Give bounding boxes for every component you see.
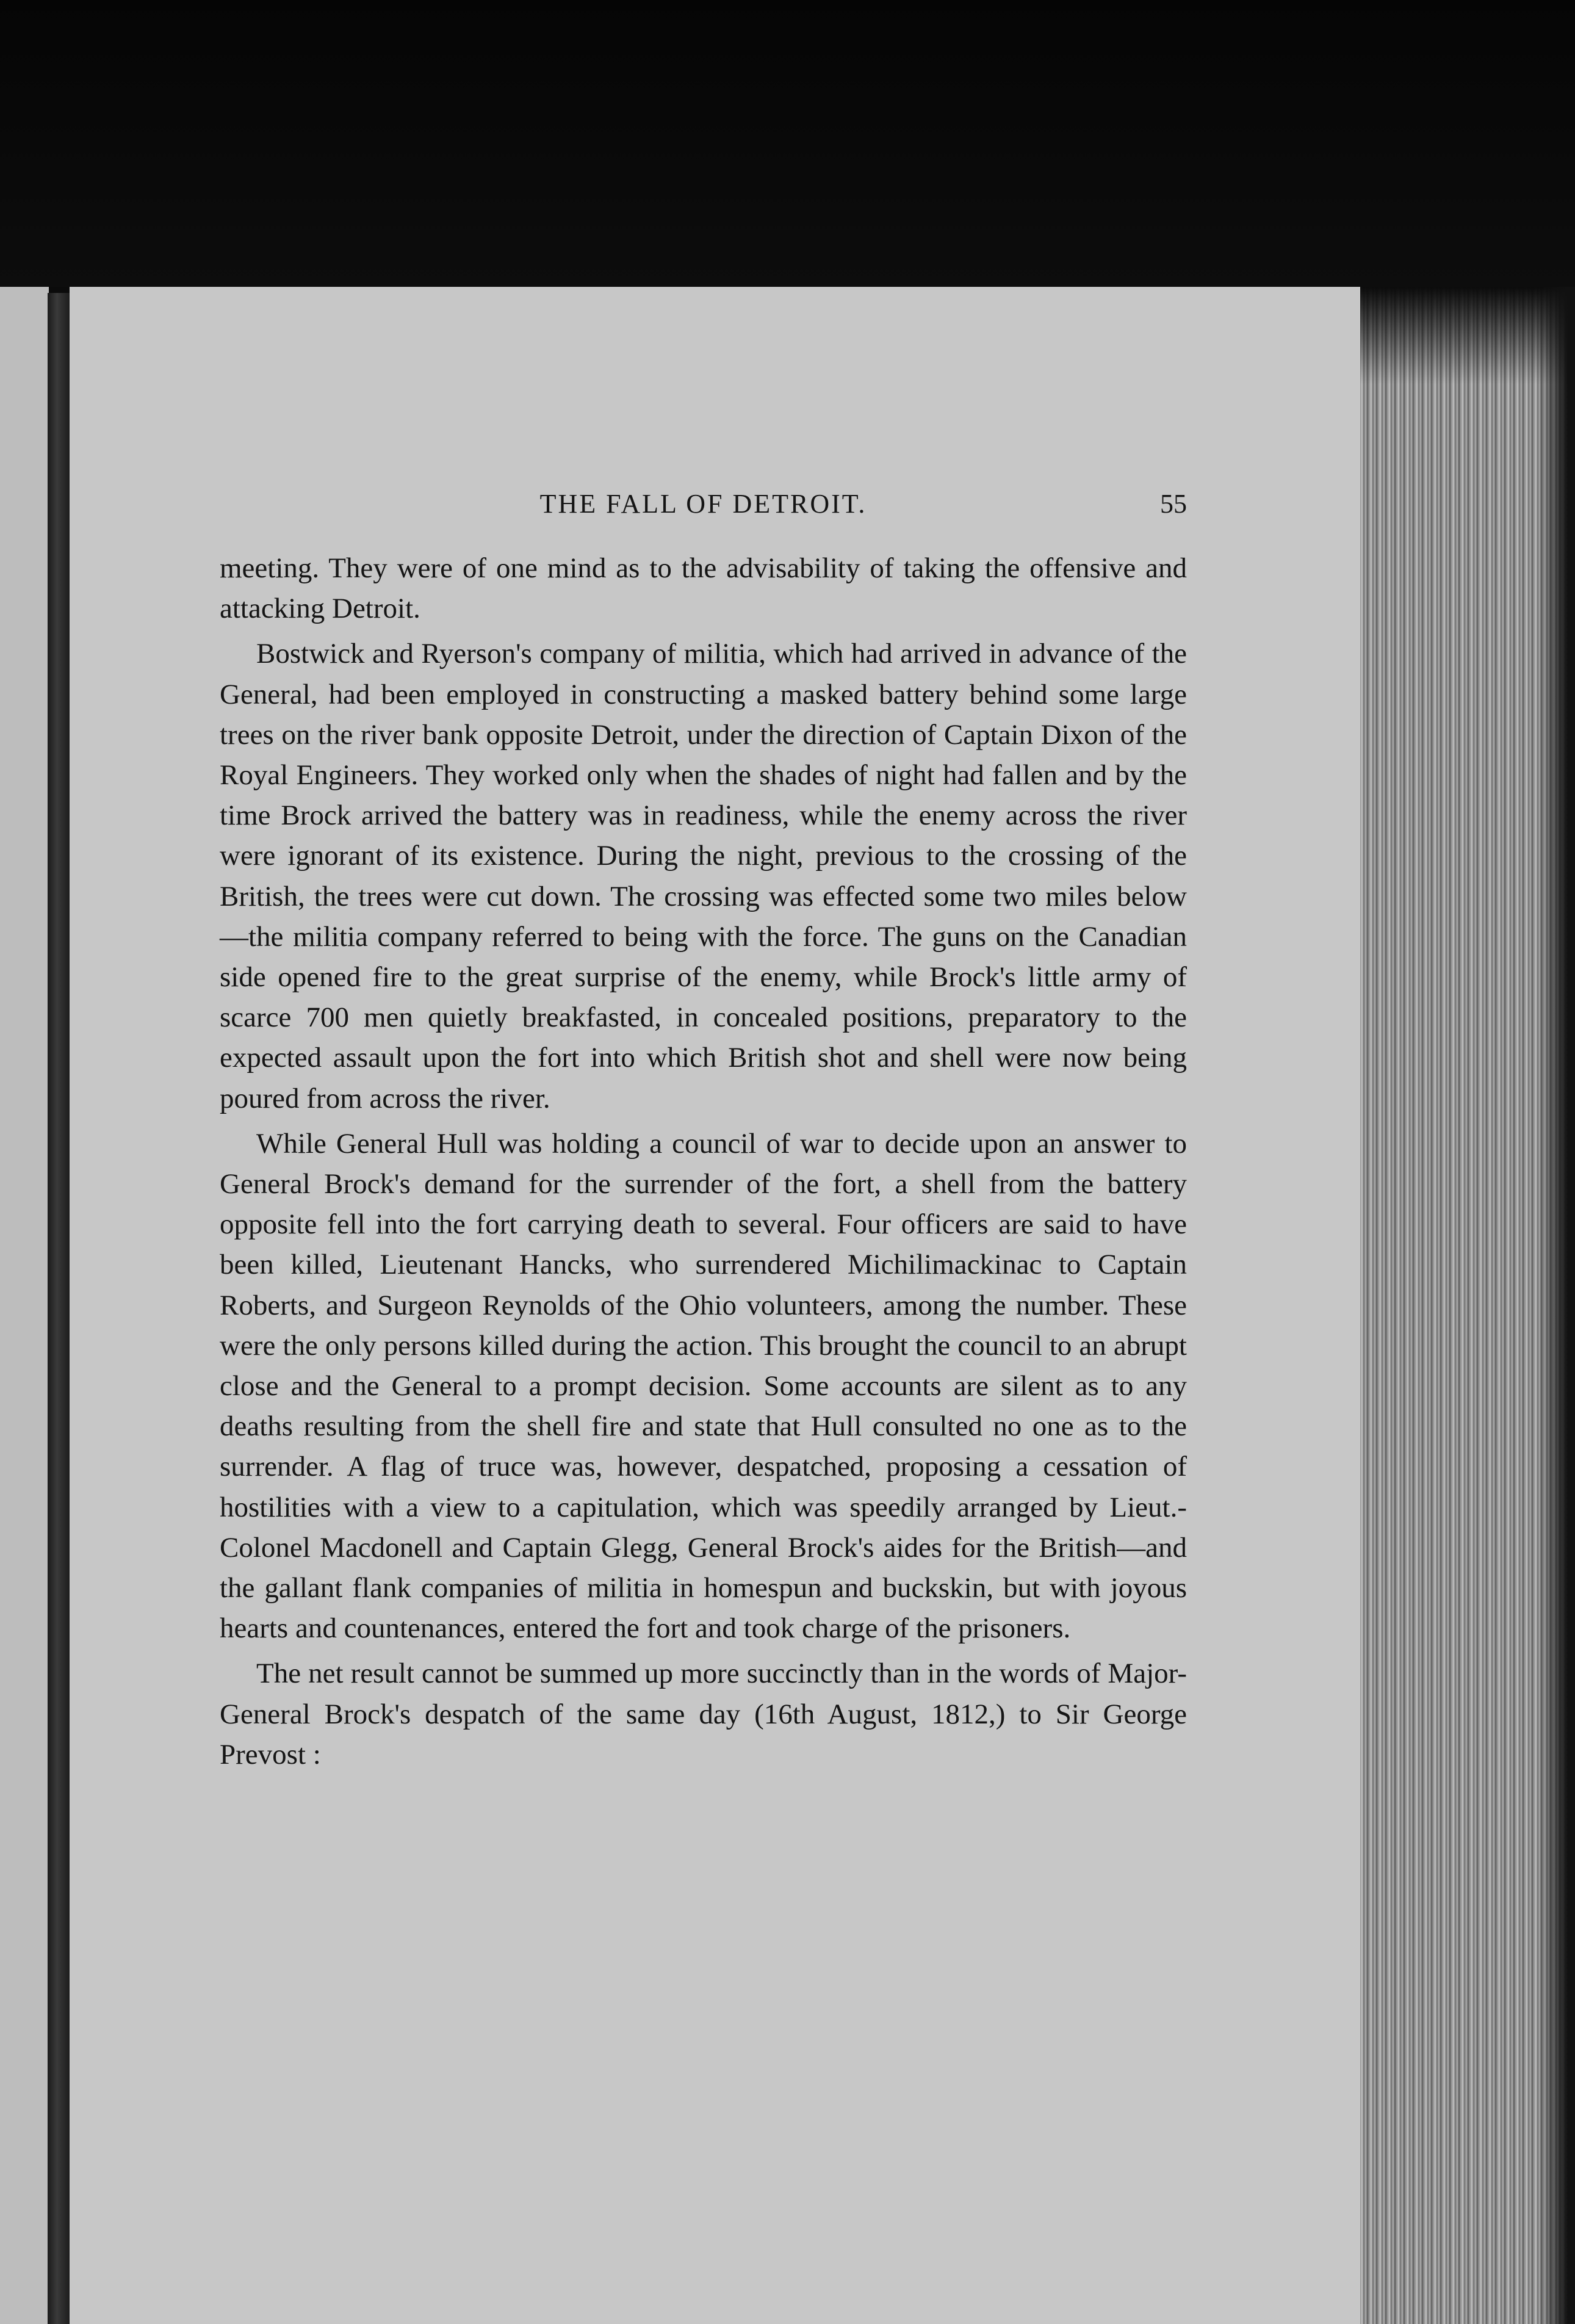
book-gutter [48,293,71,2324]
previous-page-edge [0,287,49,2324]
page-edges-shadow [1538,287,1575,2324]
running-title: THE FALL OF DETROIT. [539,489,867,519]
page-number: 55 [1160,489,1187,519]
paragraph-militia-battery: Bostwick and Ryerson's company of militia, which had arrived in advance of the General, had been employed in constructing a masked battery behind some large trees on the river bank opposite Detroit, under the direction of Captain Dixon of the Royal Engineers. They worked only when the shades of night had fallen and by the time Brock arrived the battery was in readiness, while the enemy across the river were ignorant of its existence. During the night, previous to the crossing of the British, the trees were cut down. The crossing was effected some two miles below—the militia company referred to being with the force. The guns on the Canadian side opened fire to the great surprise of the enemy, while Brock's little army of scarce 700 men quietly breakfasted, in concealed positions, preparatory to the expected assault upon the fort into which British shot and shell were now being poured from across the river. [220,638,1187,1114]
paragraph-net-result: The net result cannot be summed up more succinctly than in the words of Major-General Brock's despatch of the same day (16th August, 1812,) to Sir George Prevost : [220,1658,1187,1770]
page-text [220,488,1187,1775]
dark-background [0,0,1575,287]
running-head [220,488,1187,531]
paragraph-continuation: meeting. They were of one mind as to the advisability of taking the offensive and attacking Detroit. [220,552,1187,625]
paragraph-hull-council: While General Hull was holding a council of war to decide upon an answer to General Brock's demand for the surrender of the fort, a shell from the battery opposite fell into the fort carrying death to several. Four officers are said to have been killed, Lieutenant Hancks, who surrendered Michilimackinac to Captain Roberts, and Surgeon Reynolds of the Ohio volunteers, among the number. These were the only persons killed during the action. This brought the council to an abrupt close and the General to a prompt decision. Some accounts are silent as to any deaths resulting from the shell fire and state that Hull consulted no one as to the surrender. A flag of truce was, however, despatched, proposing a cessation of hostilities with a view to a capitulation, which was speedily arranged by Lieut.-Colonel Macdonell and Captain Glegg, General Brock's aides for the British—and the gallant flank companies of militia in homespun and buckskin, but with joyous hearts and countenances, entered the fort and took charge of the prisoners. [220,1127,1187,1645]
